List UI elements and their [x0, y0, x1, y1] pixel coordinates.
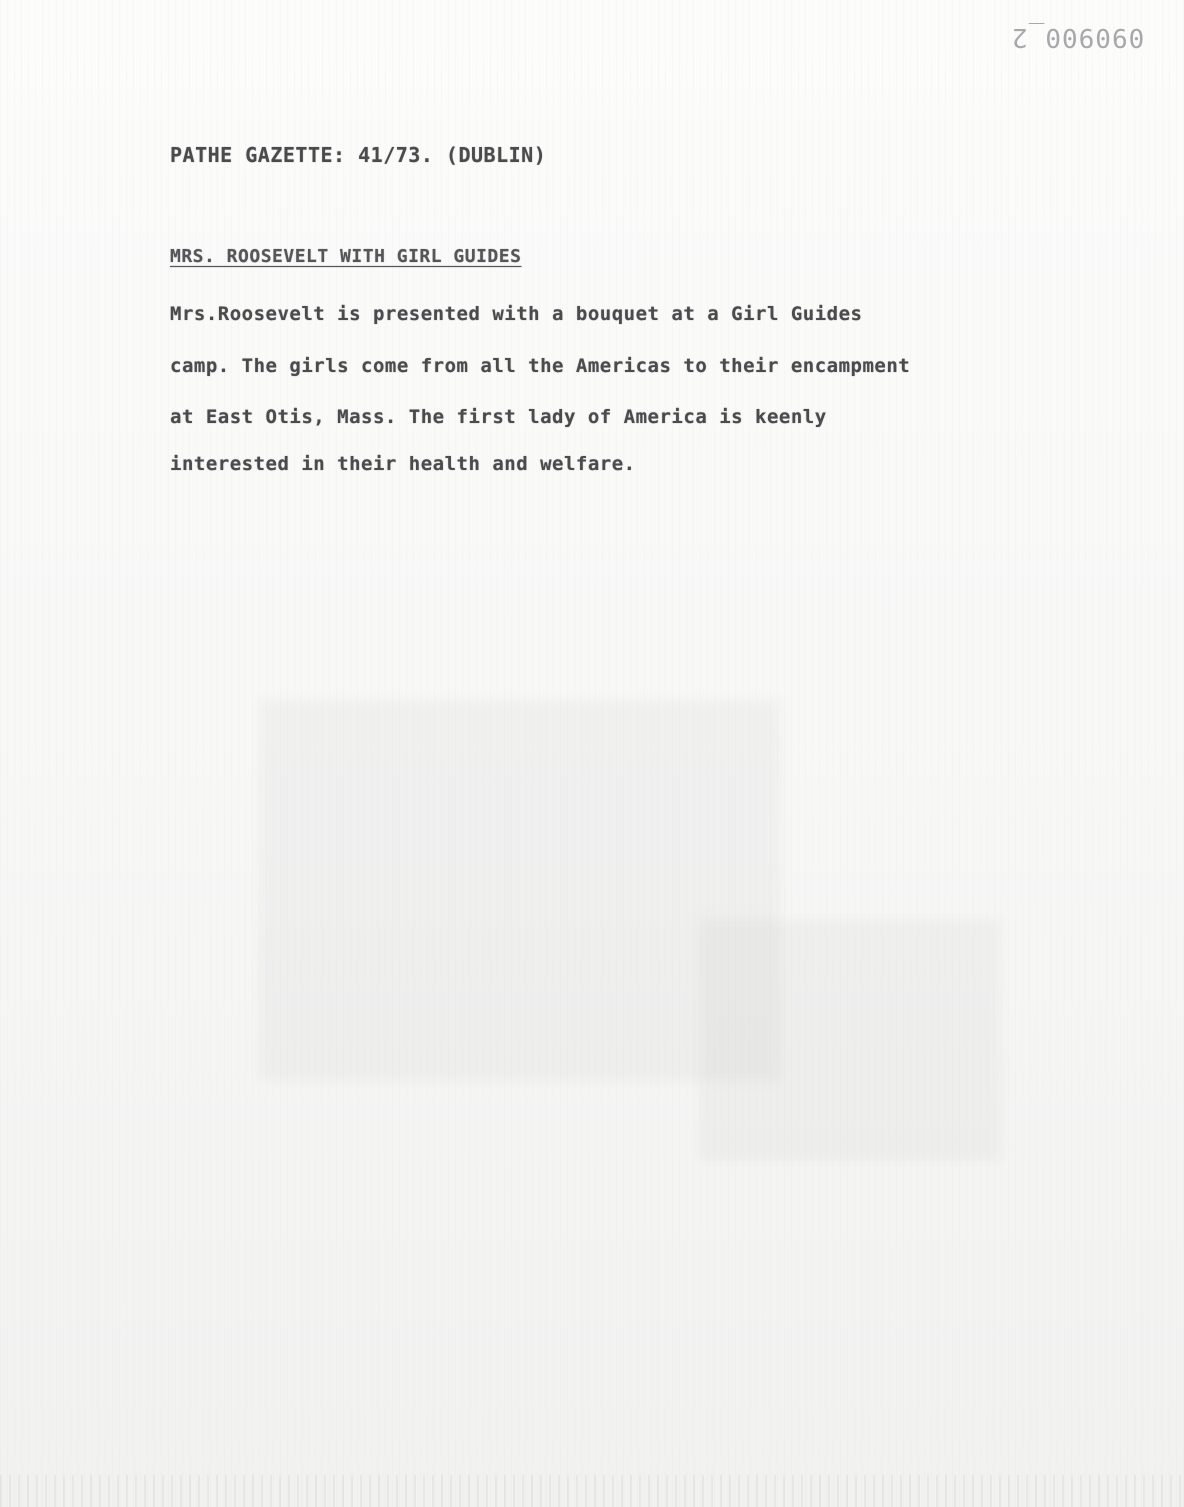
story-title: MRS. ROOSEVELT WITH GIRL GUIDES	[170, 246, 522, 267]
scan-edge-strip	[0, 1475, 1184, 1507]
document-header: PATHE GAZETTE: 41/73. (DUBLIN)	[170, 143, 547, 167]
body-line: Mrs.Roosevelt is presented with a bouquet at a Girl Guides	[170, 303, 863, 325]
body-line: at East Otis, Mass. The first lady of America is keenly	[170, 406, 827, 428]
body-line: camp. The girls come from all the Americas to their encampment	[170, 355, 911, 377]
body-line: interested in their health and welfare.	[170, 453, 636, 475]
archive-stamp-number: 090900_2	[1010, 22, 1144, 52]
paper-smudge	[700, 920, 1000, 1160]
